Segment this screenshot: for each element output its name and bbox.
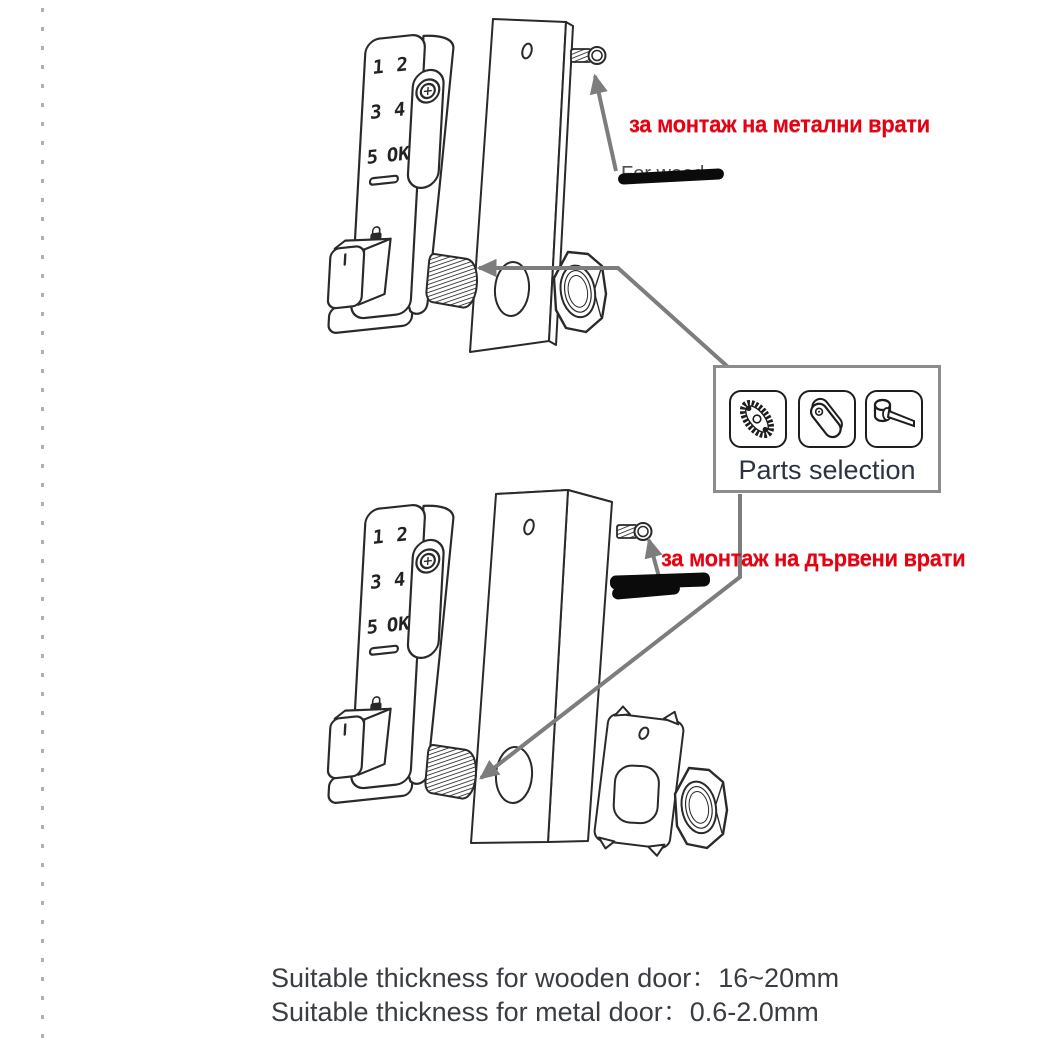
key-5: 5 — [366, 145, 379, 169]
serrated-cam-icon — [731, 392, 784, 445]
hex-nut-top — [554, 252, 606, 332]
mount-screw-bottom — [617, 523, 652, 540]
hex-nut-bottom — [675, 768, 727, 848]
redacted-label-top — [621, 163, 723, 189]
part-option-serrated-cam — [729, 390, 787, 448]
key-1: 1 — [372, 525, 385, 550]
parts-selection-box — [713, 365, 941, 493]
key-4: 4 — [393, 568, 406, 592]
part-option-shaft-cam — [865, 390, 923, 448]
redacted-label-bottom — [610, 572, 714, 602]
key-3: 3 — [369, 100, 383, 124]
metal-door-thickness: Suitable thickness for metal door：0.6-2.0mm — [271, 997, 819, 1027]
threaded-cylinder-top — [426, 254, 479, 309]
wooden-door-thickness: Suitable thickness for wooden door：16~20mm — [271, 963, 840, 993]
top-assembly-figure — [326, 19, 606, 352]
threaded-cylinder-bottom — [425, 745, 478, 800]
door-panel-wood — [471, 490, 612, 843]
arrow-to-metal-screw — [595, 76, 616, 171]
key-ok: OK — [386, 612, 411, 637]
wooden-doors-annotation: за монтаж на дървени врати — [661, 545, 966, 571]
key-1: 1 — [372, 55, 385, 80]
key-4: 4 — [393, 98, 406, 122]
oval-cam-icon — [800, 392, 853, 445]
parts-selection-label: Parts selection — [738, 455, 916, 485]
key-ok: OK — [386, 142, 411, 167]
mount-screw-top — [571, 47, 606, 64]
thickness-specs — [271, 961, 839, 1029]
key-2: 2 — [395, 523, 409, 547]
key-2: 2 — [395, 53, 409, 77]
part-option-oval-cam — [798, 390, 856, 448]
shaft-cam-icon — [867, 392, 920, 445]
key-3: 3 — [369, 570, 383, 594]
metal-doors-annotation: за монтаж на метални врати — [629, 111, 930, 137]
mounting-plate — [593, 704, 686, 857]
key-5: 5 — [366, 615, 379, 639]
